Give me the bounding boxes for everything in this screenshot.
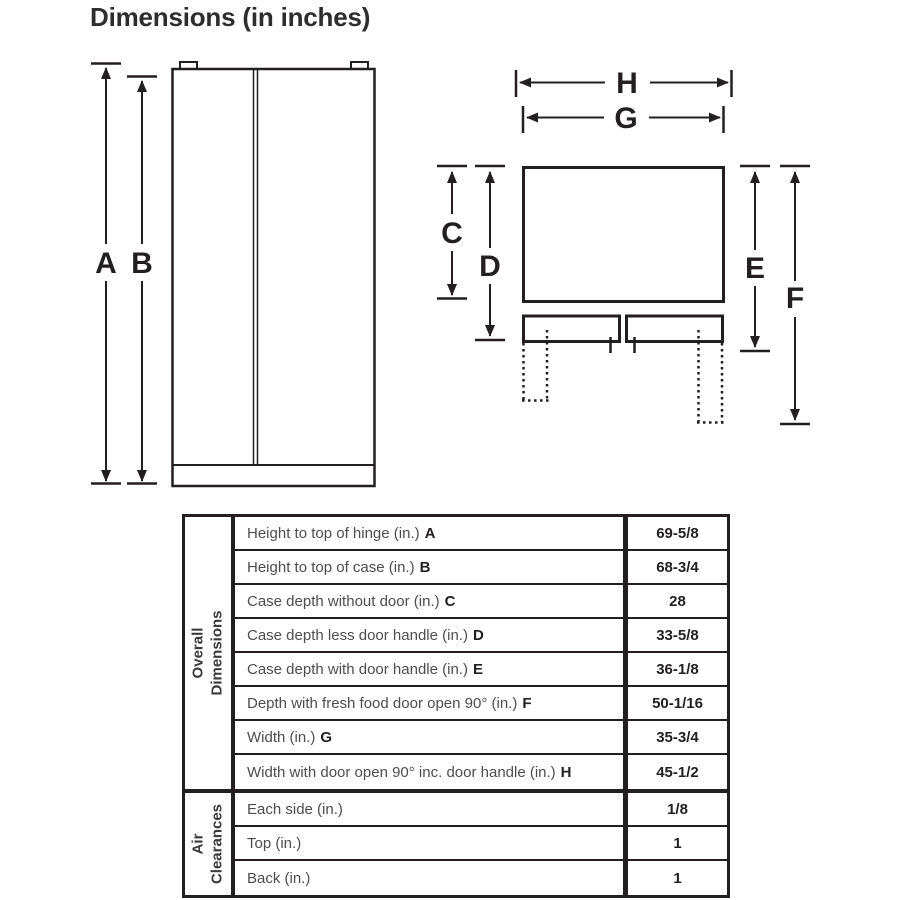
dimension-arrow-a — [91, 64, 121, 484]
section-header-label: Overall Dimensions — [189, 610, 225, 696]
doors-top-view — [524, 316, 723, 353]
spec-row-value: 33-5/8 — [623, 619, 727, 653]
spec-row-value: 45-1/2 — [623, 755, 727, 789]
section-header-overall-dimensions — [185, 517, 235, 789]
label-g: G — [614, 102, 638, 135]
dimension-arrow-b — [127, 77, 157, 484]
front-view-diagram — [91, 62, 375, 486]
spec-row-value: 69-5/8 — [623, 517, 727, 551]
fridge-case-top-view — [524, 168, 724, 302]
section-header-label: Air Clearances — [189, 803, 225, 885]
fridge-cabinet — [173, 69, 375, 486]
door-open-outlines — [522, 330, 724, 423]
spec-row-value: 50-1/16 — [623, 687, 727, 721]
spec-row-label: Width with door open 90° inc. door handle (in.) H — [247, 763, 572, 781]
fresh-food-door-top-view — [627, 316, 723, 342]
dimension-arrow-h — [516, 67, 732, 100]
dimension-arrow-g — [523, 102, 724, 135]
spec-row-label: Each side (in.) — [235, 793, 623, 827]
dimensions-table — [182, 514, 730, 898]
dimension-key: F — [522, 694, 532, 712]
spec-row-value: 1 — [623, 861, 727, 895]
label-c: C — [441, 217, 463, 250]
section-header-air-clearances — [185, 793, 235, 895]
spec-row-label: Top (in.) — [235, 827, 623, 861]
dimension-key: H — [560, 763, 572, 781]
dimension-key: G — [320, 728, 333, 746]
freezer-door-top-view — [524, 316, 620, 342]
label-h: H — [616, 67, 638, 100]
spec-row-label: Back (in.) — [247, 869, 311, 887]
air-clearances-section — [185, 789, 727, 895]
refrigerator-front-outline — [173, 62, 375, 486]
spec-row-label: Case depth with door handle (in.) E — [235, 653, 623, 687]
dimension-key: E — [472, 660, 483, 678]
dimension-arrow-e — [740, 166, 770, 351]
label-d: D — [479, 250, 501, 283]
spec-row-label: Case depth less door handle (in.) D — [235, 619, 623, 653]
label-f: F — [785, 282, 805, 315]
overall-dimensions-section — [185, 517, 727, 789]
spec-row-value: 1/8 — [623, 793, 727, 827]
label-b: B — [131, 247, 153, 280]
spec-row-label: Case depth without door (in.) C — [235, 585, 623, 619]
dimension-key: D — [472, 626, 484, 644]
dimension-arrow-c — [437, 166, 467, 299]
spec-row-label: Height to top of hinge (in.) A — [235, 517, 623, 551]
spec-row-value: 68-3/4 — [623, 551, 727, 585]
dimension-arrow-f — [780, 166, 810, 424]
dimension-key: A — [424, 524, 436, 542]
dimension-key: B — [419, 558, 431, 576]
spec-row-value: 28 — [623, 585, 727, 619]
dimension-key: C — [444, 592, 456, 610]
spec-row-label: Width (in.) G — [235, 721, 623, 755]
spec-row-value: 35-3/4 — [623, 721, 727, 755]
top-view-diagram — [437, 67, 810, 424]
spec-row-label: Depth with fresh food door open 90° (in.) F — [235, 687, 623, 721]
page-title: Dimensions (in inches) — [90, 2, 371, 32]
spec-row-value: 36-1/8 — [623, 653, 727, 687]
spec-row-value: 1 — [623, 827, 727, 861]
spec-row-label: Height to top of case (in.) B — [235, 551, 623, 585]
dimension-arrow-d — [475, 166, 505, 340]
label-a: A — [95, 247, 117, 280]
label-e: E — [744, 252, 766, 285]
